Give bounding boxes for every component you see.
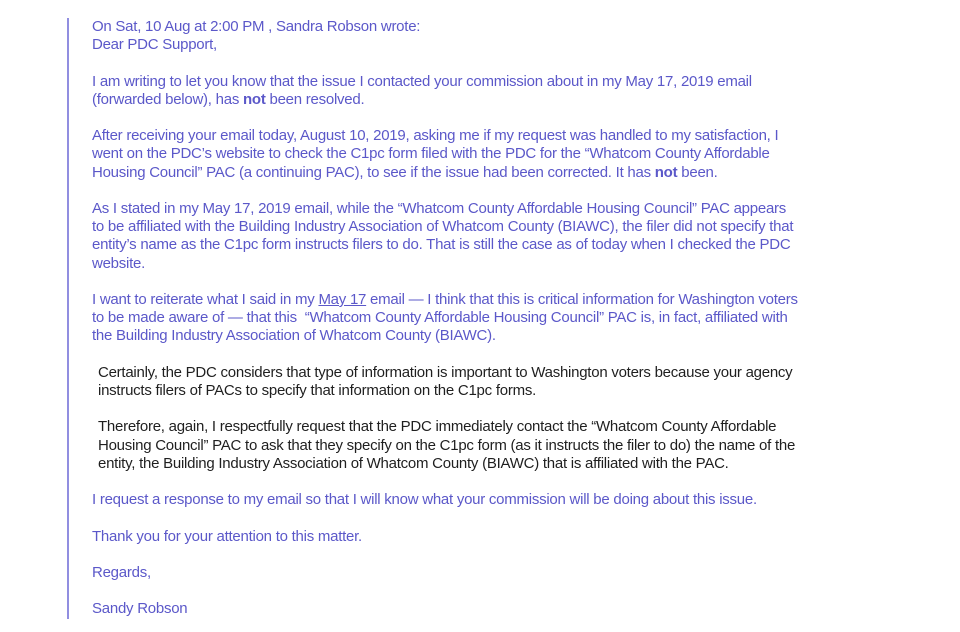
text-segment: Sandy Robson (92, 600, 188, 618)
paragraph-request-response (92, 491, 798, 509)
text-segment: to be made aware of — that this “Whatcom County Affordable Housing Council” PAC is, in fact, affiliated with (92, 309, 788, 327)
text-segment: On Sat, 10 Aug at 2:00 PM , Sandra Robson wrote: (92, 18, 421, 35)
signoff-regards (92, 564, 798, 582)
text-segment: instructs filers of PACs to specify that information on the C1pc forms. (98, 381, 536, 399)
quote-attribution-line (92, 18, 798, 36)
paragraph-certainly (98, 364, 798, 400)
text-segment: After receiving your email today, August 10, 2019, asking me if my request was handled to my satisfaction, I (92, 127, 779, 145)
text-segment: entity, the Building Industry Association of Whatcom County (BIAWC) that is affiliated with the PAC. (98, 454, 729, 472)
quoted-email (67, 18, 798, 619)
paragraph-thank-you (92, 528, 798, 546)
text-segment: (forwarded below), has (92, 90, 243, 108)
paragraph-checked-c1pc-form (92, 127, 798, 182)
text-segment: email — I think that this is critical information for Washington voters (366, 290, 798, 308)
paragraph-therefore-request (98, 418, 798, 473)
email-body (67, 18, 798, 619)
text-segment: Therefore, again, I respectfully request that the PDC immediately contact the “Whatcom County Affordable (98, 418, 777, 436)
signature-name (92, 600, 798, 618)
paragraph-as-i-stated (92, 200, 798, 273)
text-segment: I want to reiterate what I said in my (92, 290, 319, 308)
paragraph-reiterate (92, 291, 798, 346)
text-segment: I am writing to let you know that the issue I contacted your commission about in my May 17, 2019 email (92, 72, 752, 90)
text-segment: Dear PDC Support, (92, 36, 217, 54)
text-segment: Housing Council” PAC (a continuing PAC), to see if the issue had been corrected. It has (92, 163, 655, 181)
emphasis-not: not (654, 163, 678, 181)
text-segment: been. (677, 163, 718, 181)
text-segment: As I stated in my May 17, 2019 email, while the “Whatcom County Affordable Housing Council” PAC appears (92, 199, 787, 217)
text-segment: Housing Council” PAC to ask that they specify on the C1pc form (as it instructs the filer to do) the name of the (98, 436, 796, 454)
text-segment: entity’s name as the C1pc form instructs filers to do. That is still the case as of today when I checked the PDC (92, 236, 791, 254)
text-segment: Certainly, the PDC considers that type of information is important to Washington voters because your agency (98, 363, 793, 381)
text-segment: been resolved. (265, 90, 365, 108)
text-segment: website. (92, 254, 146, 272)
text-segment: the Building Industry Association of Whatcom County (BIAWC). (92, 327, 496, 345)
text-segment: to be affiliated with the Building Industry Association of Whatcom County (BIAWC), the filer did not specify that (92, 218, 794, 236)
text-segment: Regards, (92, 563, 151, 581)
text-segment: I request a response to my email so that I will know what your commission will be doing about this issue. (92, 491, 757, 509)
may-17-link[interactable]: May 17 (318, 290, 367, 308)
emphasis-not: not (243, 90, 266, 108)
paragraph-issue-not-resolved (92, 73, 798, 109)
salutation (92, 36, 798, 54)
text-segment: Thank you for your attention to this matter. (92, 527, 362, 545)
text-segment: went on the PDC’s website to check the C1pc form filed with the PDC for the “Whatcom County Affordable (92, 145, 770, 163)
